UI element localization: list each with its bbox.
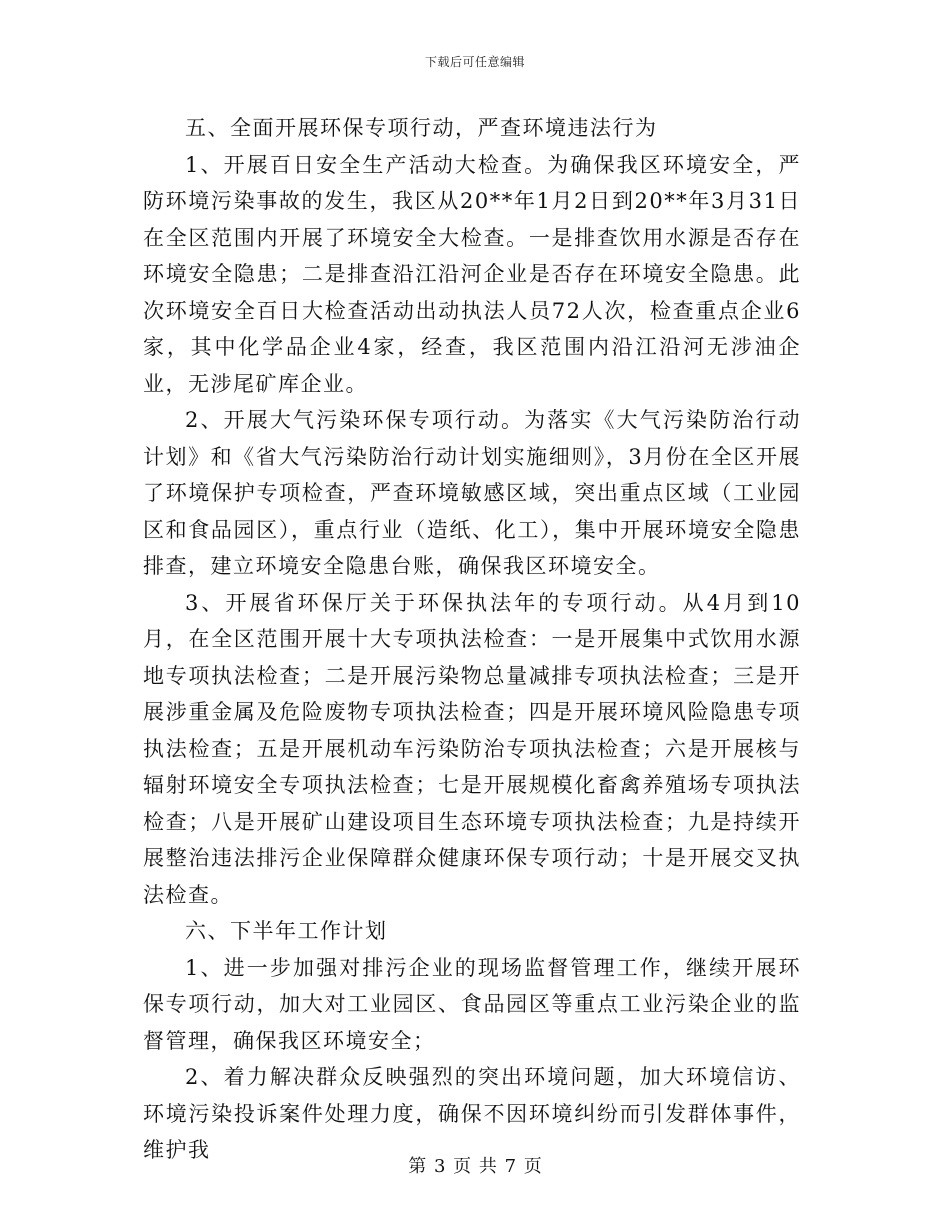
paragraph-3: 3、开展省环保厅关于环保执法年的专项行动。从4月到10月，在全区范围开展十大专项执法检查：一是开展集中式饮用水源地专项执法检查；二是开展污染物总量减排专项执法检查；三是开展涉重金属及危险废物专项执法检查；四是开展环境风险隐患专项执法检查；五是开展机动车污染防治专项执法检查；六是开展核与辐射环境安全专项执法检查；七是开展规模化畜禽养殖场专项执法检查；八是开展矿山建设项目生态环境专项执法检查；九是持续开展整治违法排污企业保障群众健康环保专项行动；十是开展交叉执法检查。 — [143, 590, 801, 907]
section-heading-6: 六、下半年工作计划 — [185, 919, 388, 943]
document-body — [143, 110, 801, 1169]
paragraph-5: 2、着力解决群众反映强烈的突出环境问题，加大环境信访、环境污染投诉案件处理力度，确保不因环境纠纷而引发群体事件，维护我 — [143, 1065, 801, 1162]
paragraph-2: 2、开展大气污染环保专项行动。为落实《大气污染防治行动计划》和《省大气污染防治行动计划实施细则》，3月份在全区开展了环境保护专项检查，严查环境敏感区域，突出重点区域（工业园区和食品园区），重点行业（造纸、化工），集中开展环境安全隐患排查，建立环境安全隐患台账，确保我区环境安全。 — [143, 408, 801, 578]
header-note: 下载后可任意编辑 — [424, 55, 525, 69]
page-number-footer: 第 3 页 共 7 页 — [408, 1156, 542, 1177]
section-heading-5: 五、全面开展环保专项行动，严查环境违法行为 — [185, 116, 658, 140]
paragraph-4: 1、进一步加强对排污企业的现场监督管理工作，继续开展环保专项行动，加大对工业园区、食品园区等重点工业污染企业的监督管理，确保我区环境安全； — [143, 955, 801, 1053]
paragraph-1: 1、开展百日安全生产活动大检查。为确保我区环境安全，严防环境污染事故的发生，我区从20**年1月2日到20**年3月31日在全区范围内开展了环境安全大检查。一是排查饮用水源是否存在环境安全隐患；二是排查沿江沿河企业是否存在环境安全隐患。此次环境安全百日大检查活动出动执法人员72人次，检查重点企业6家，其中化学品企业4家，经查，我区范围内沿江沿河无涉油企业，无涉尾矿库企业。 — [143, 152, 801, 396]
